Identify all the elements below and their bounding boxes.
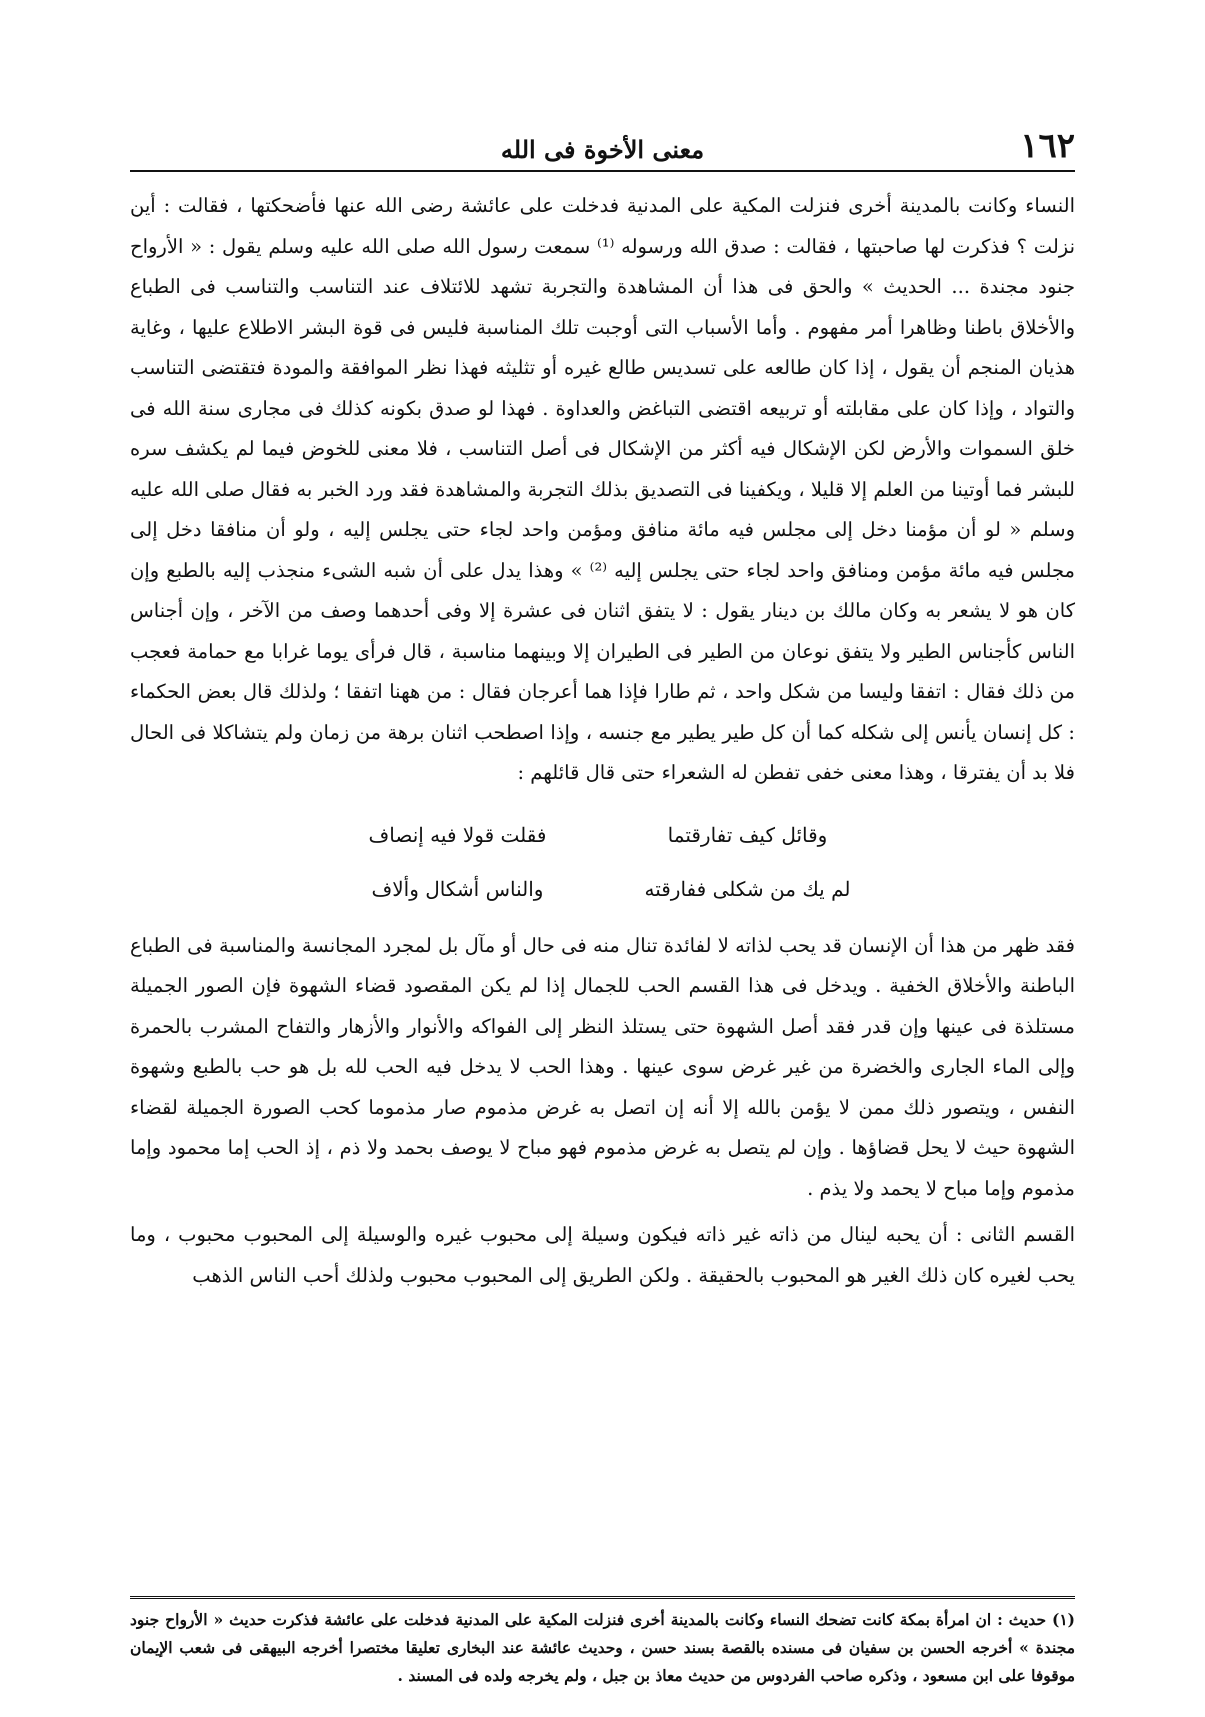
footnotes bbox=[130, 1606, 1075, 1690]
paragraph: فقد ظهر من هذا أن الإنسان قد يحب لذاته لا لفائدة تنال منه فى حال أو مآل بل لمجرد المجانسة والمناسبة فى الطباع الباطنة والأخلاق الخفية . ويدخل فى هذا القسم الحب للجمال إذا لم يكن المقصود قضاء الشهوة فإن الصور الجميلة مستلذة فى عينها وإن قدر فقد أصل الشهوة حتى يستلذ النظر إلى الفواكه والأنوار والأزهار والتفاح المشرب بالحمرة وإلى الماء الجارى والخضرة من غير غرض سوى عينها . وهذا الحب لا يدخل فيه الحب لله بل هو حب بالطبع وشهوة النفس ، ويتصور ذلك ممن لا يؤمن بالله إلا أنه إن اتصل به غرض مذموم صار مذموما كحب الصورة الجميلة لقضاء الشهوة حيث لا يحل قضاؤها . وإن لم يتصل به غرض مذموم فهو مباح لا يوصف بحمد ولا ذم ، إذ الحب إما محمود وإما مذموم وإما مباح لا يحمد ولا يذم . bbox=[130, 933, 1075, 1200]
poem bbox=[130, 808, 1075, 916]
page-header bbox=[130, 122, 1075, 170]
main-text bbox=[130, 186, 1075, 1296]
page-number: ١٦٢ bbox=[1020, 126, 1075, 166]
footnote-rule bbox=[130, 1596, 1075, 1599]
running-title: معنى الأخوة فى الله bbox=[500, 135, 705, 164]
paragraph: القسم الثانى : أن يحبه لينال من ذاته غير ذاته فيكون وسيلة إلى محبوب غيره والوسيلة إلى المحبوب محبوب ، وما يحب لغيره كان ذلك الغير هو المحبوب بالحقيقة . ولكن الطريق إلى المحبوب محبوب ولذلك أحب الناس الذهب bbox=[130, 1223, 1075, 1287]
verse-line bbox=[343, 808, 863, 862]
verse-hemistich-second: والناس أشكال وألاف bbox=[371, 876, 544, 901]
verse-hemistich-second: فقلت قولا فيه إنصاف bbox=[368, 822, 547, 847]
verse-hemistich-first: وقائل كيف تفارقتما bbox=[667, 822, 828, 847]
verse-hemistich-first: لم يك من شكلى ففارقته bbox=[644, 876, 851, 901]
footnote: (١) حديث : ان امرأة بمكة كانت تضحك النساء وكانت بالمدينة أخرى فنزلت المكية على المدنية فدخلت على عائشة فذكرت حديث « الأرواح جنود مجندة » أخرجه الحسن بن سفيان فى مسنده بالقصة بسند حسن ، وحديث عائشة عند البخارى تعليقا مختصرا أخرجه البيهقى فى شعب الإيمان موقوفا على ابن مسعود ، وذكره صاحب الفردوس من حديث معاذ بن جبل ، ولم يخرجه ولده فى المسند . bbox=[130, 1610, 1075, 1685]
header-rule bbox=[130, 170, 1075, 172]
verse-line bbox=[343, 862, 863, 916]
paragraph: النساء وكانت بالمدينة أخرى فنزلت المكية على المدنية فدخلت على عائشة رضى الله عنها فأضحكتها ، فقالت : أين نزلت ؟ فذكرت لها صاحبتها ، فقالت : صدق الله ورسوله ⁽¹⁾ سمعت رسول الله صلى الله عليه وسلم يقول : « الأرواح جنود مجندة ... الحديث » والحق فى هذا أن المشاهدة والتجربة تشهد للائتلاف عند التناسب والتناسب فى الطباع والأخلاق باطنا وظاهرا أمر مفهوم . وأما الأسباب التى أوجبت تلك المناسبة فليس فى قوة البشر الاطلاع عليها ، وغاية هذيان المنجم أن يقول ، إذا كان طالعه على تسديس طالع غيره أو تثليثه فهذا نظر الموافقة والمودة فتقتضى التناسب والتواد ، وإذا كان على مقابلته أو تربيعه اقتضى التباغض والعداوة . فهذا لو صدق بكونه كذلك فى مجارى سنة الله فى خلق السموات والأرض لكن الإشكال فيه أكثر من الإشكال فى أصل التناسب ، فلا معنى للخوض فيما لم يكشف سره للبشر فما أوتينا من العلم إلا قليلا ، ويكفينا فى التصديق بذلك التجربة والمشاهدة فقد ورد الخبر به فقال صلى الله عليه وسلم « لو أن مؤمنا دخل إلى مجلس فيه مائة منافق ومؤمن واحد لجاء حتى يجلس إليه ، ولو أن منافقا دخل إلى مجلس فيه مائة مؤمن ومنافق واحد لجاء حتى يجلس إليه ⁽²⁾ » وهذا يدل على أن شبه الشىء منجذب إليه بالطبع وإن كان هو لا يشعر به وكان مالك بن دينار يقول : لا يتفق اثنان فى عشرة إلا وفى أحدهما وصف من الآخر ، وإن أجناس الناس كأجناس الطير ولا يتفق نوعان من الطير فى الطيران إلا وبينهما مناسبة ، قال فرأى يوما غرابا مع حمامة فعجب من ذلك فقال : اتفقا وليسا من شكل واحد ، ثم طارا فإذا هما أعرجان فقال : من ههنا اتفقا ؛ ولذلك قال بعض الحكماء : كل إنسان يأنس إلى شكله كما أن كل طير يطير مع جنسه ، وإذا اصطحب اثنان برهة من زمان ولم يتشاكلا فى الحال فلا بد أن يفترقا ، وهذا معنى خفى تفطن له الشعراء حتى قال قائلهم : bbox=[130, 194, 1075, 784]
